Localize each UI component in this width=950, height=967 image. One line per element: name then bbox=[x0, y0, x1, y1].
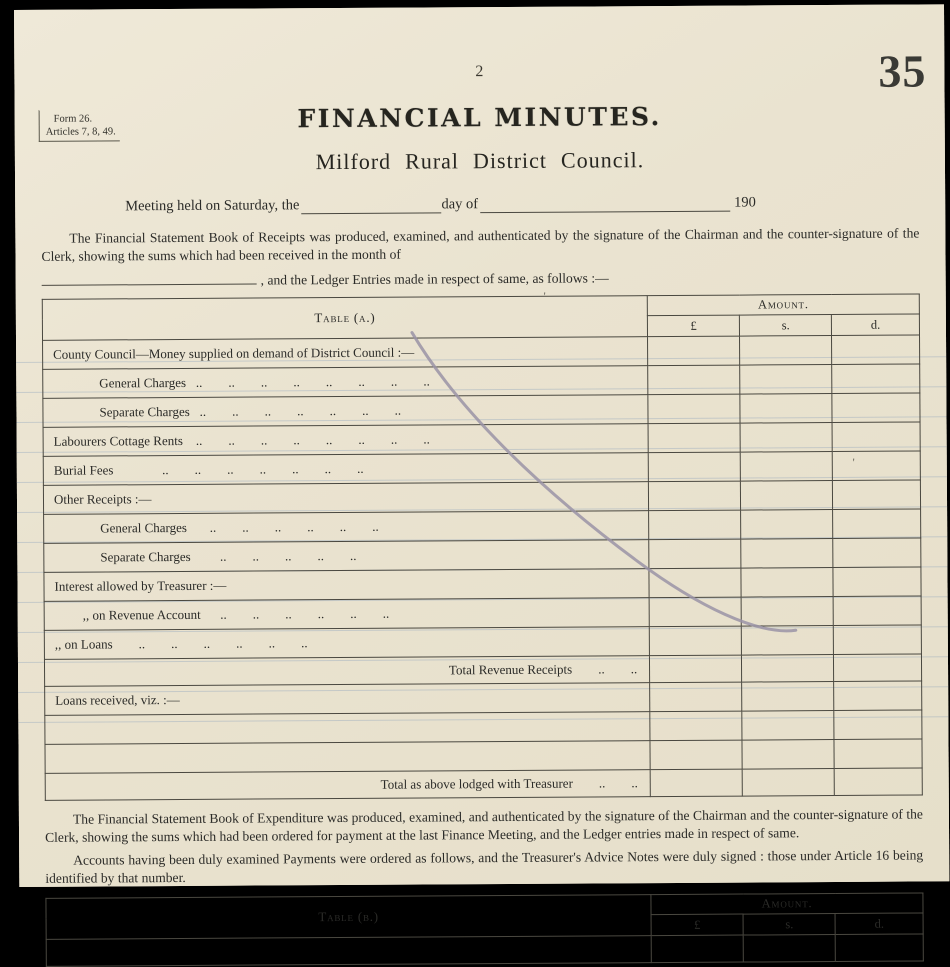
table-a-row-6: General Charges .. .. .. .. .. .. bbox=[44, 511, 649, 544]
table-a-cell-shillings-12[interactable] bbox=[742, 682, 834, 712]
ink-tick-mark: ' bbox=[852, 456, 855, 469]
table-a-cell-shillings-5[interactable] bbox=[741, 481, 833, 511]
table-b-amount-header bbox=[651, 893, 923, 915]
table-a-cell-pounds-8[interactable] bbox=[649, 568, 741, 598]
table-a-row-4: Burial Fees .. .. .. .. .. .. .. bbox=[43, 453, 648, 486]
table-a-cell-pence-10[interactable] bbox=[834, 625, 922, 655]
council-word-3: District bbox=[472, 147, 548, 174]
table-b-amount-header-text: Amount. bbox=[761, 896, 813, 911]
table-a-cell-shillings-8[interactable] bbox=[741, 568, 833, 598]
table-a-cell-pence-3[interactable] bbox=[832, 422, 920, 452]
table-a-cell-pounds-4[interactable] bbox=[648, 452, 740, 482]
table-a-cell-shillings-9[interactable] bbox=[741, 597, 833, 627]
folio-number: 35 bbox=[878, 45, 927, 97]
receipts-month-blank[interactable] bbox=[42, 271, 257, 285]
table-a-cell-pounds-14[interactable] bbox=[650, 740, 742, 770]
table-a-row-label-14[interactable] bbox=[45, 741, 650, 774]
table-a-total-lodged-pence[interactable] bbox=[834, 768, 922, 796]
table-b-cell-pounds-0[interactable] bbox=[651, 935, 743, 963]
table-a-cell-pounds-9[interactable] bbox=[649, 597, 741, 627]
meeting-day-blank[interactable] bbox=[301, 199, 441, 214]
table-a-cell-pence-14[interactable] bbox=[834, 739, 922, 769]
table-a-amount-header-text: Amount. bbox=[757, 297, 809, 312]
table-a-total-revenue-pence[interactable] bbox=[834, 654, 922, 682]
table-b-col-pence: d. bbox=[835, 913, 923, 935]
table-a-row-label-12: Loans received, viz. :— bbox=[45, 683, 650, 716]
table-a-caption-text: Table (a.) bbox=[314, 309, 376, 326]
table-a-row-3: Labourers Cottage Rents .. .. .. .. .. .. .. .. bbox=[43, 424, 648, 457]
page-number-top: 2 bbox=[475, 63, 484, 81]
table-a-cell-pounds-1[interactable] bbox=[648, 365, 740, 395]
table-a-cell-pounds-10[interactable] bbox=[649, 626, 741, 656]
table-a-amount-header bbox=[647, 294, 919, 316]
table-a-row-label-4: Burial Fees bbox=[53, 462, 114, 478]
table-a-cell-pence-13[interactable] bbox=[834, 710, 922, 740]
meeting-date-line bbox=[41, 193, 919, 215]
meeting-day-of-label: day of bbox=[441, 196, 479, 213]
table-a-cell-pounds-6[interactable] bbox=[649, 510, 741, 540]
table-a-row-11: Total Revenue Receipts .. .. bbox=[44, 656, 649, 687]
table-a-row-label-6: General Charges bbox=[100, 519, 187, 536]
table-a-row-label-15: Total as above lodged with Treasurer bbox=[380, 775, 573, 792]
table-a-cell-pounds-5[interactable] bbox=[649, 481, 741, 511]
table-a-cell-shillings-2[interactable] bbox=[740, 394, 832, 424]
table-b-cell-shillings-0[interactable] bbox=[743, 935, 835, 963]
table-a-row-label-3: Labourers Cottage Rents bbox=[53, 433, 183, 449]
table-a-row-label-7: Separate Charges bbox=[100, 548, 191, 565]
table-a-total-lodged-pounds[interactable] bbox=[650, 769, 742, 797]
table-a-row-label-9: ,, on Revenue Account bbox=[82, 606, 201, 623]
table-a-cell-shillings-1[interactable] bbox=[740, 365, 832, 395]
table-a-row-7: Separate Charges .. .. .. .. .. bbox=[44, 540, 649, 573]
form-reference-line2: Articles 7, 8, 49. bbox=[45, 126, 116, 138]
table-a-row-label-5: Other Receipts :— bbox=[43, 482, 648, 515]
ink-tick-mark: ' bbox=[543, 290, 546, 303]
table-a-total-lodged-shillings[interactable] bbox=[742, 769, 834, 797]
table-a-cell-shillings-14[interactable] bbox=[742, 740, 834, 770]
accounts-paragraph bbox=[45, 846, 923, 888]
table-a-row-label-2: Separate Charges bbox=[99, 403, 190, 420]
table-a-row-label-8: Interest allowed by Treasurer :— bbox=[44, 569, 649, 602]
table-a-cell-pence-1[interactable] bbox=[832, 364, 920, 394]
table-b-col-pounds: £ bbox=[651, 914, 743, 936]
table-a-row-label-11: Total Revenue Receipts bbox=[448, 661, 573, 678]
table-a-row-label-1: General Charges bbox=[99, 374, 187, 391]
table-a-col-pence: d. bbox=[832, 314, 920, 336]
table-b-cell-desc-0[interactable] bbox=[46, 936, 651, 967]
table-a-cell-shillings-6[interactable] bbox=[741, 510, 833, 540]
table-a-cell-shillings-3[interactable] bbox=[740, 423, 832, 453]
table-a-cell-shillings-0[interactable] bbox=[740, 336, 832, 366]
table-a-row-10: ,, on Loans .. .. .. .. .. .. bbox=[44, 627, 649, 660]
table-a-cell-pence-6[interactable] bbox=[833, 509, 921, 539]
table-a-cell-pence-2[interactable] bbox=[832, 393, 920, 423]
expenditure-paragraph bbox=[45, 805, 923, 847]
table-a-cell-pence-5[interactable] bbox=[833, 480, 921, 510]
table-a-cell-pence-12[interactable] bbox=[834, 681, 922, 711]
page-title: FINANCIAL MINUTES. bbox=[297, 102, 662, 134]
council-name bbox=[41, 145, 919, 176]
table-a-row-label-13[interactable] bbox=[45, 712, 650, 745]
table-row bbox=[45, 768, 922, 800]
receipts-paragraph-tail: , and the Ledger Entries made in respect of same, as follows :— bbox=[260, 270, 609, 288]
expenditure-paragraph-text: The Financial Statement Book of Expenditure was produced, examined, and authenticated by the signature of the Chairman and the counter-signature of the Clerk, showing the sums which had been ordered for payment at the last Finance Meeting, and the Ledger entries made in respect of same. bbox=[45, 806, 923, 846]
table-a bbox=[42, 294, 923, 801]
table-b-cell-pence-0[interactable] bbox=[835, 934, 923, 962]
accounts-paragraph-text: Accounts having been duly examined Payments were ordered as follows, and the Treasurer's Advice Notes were duly signed : those under Article 16 being identified by that number. bbox=[45, 847, 924, 886]
meeting-date-label: Meeting held on Saturday, the bbox=[125, 197, 300, 215]
table-a-row-9: ,, on Revenue Account .. .. .. .. .. .. bbox=[44, 598, 649, 631]
table-a-cell-pence-0[interactable] bbox=[832, 335, 920, 365]
table-a-cell-pence-4[interactable] bbox=[833, 451, 921, 481]
table-a-cell-pence-9[interactable] bbox=[833, 596, 921, 626]
meeting-year-label: 190 bbox=[734, 194, 756, 211]
table-row bbox=[46, 934, 923, 966]
receipts-paragraph-text: The Financial Statement Book of Receipts was produced, examined, and authenticated by the signature of the Chairman and the counter-signature of the Clerk, showing the sums which had been received in the month of bbox=[41, 225, 920, 265]
table-a-cell-shillings-13[interactable] bbox=[742, 711, 834, 741]
table-a-cell-pounds-3[interactable] bbox=[648, 423, 740, 453]
table-a-cell-pounds-12[interactable] bbox=[650, 682, 742, 712]
table-a-cell-pence-7[interactable] bbox=[833, 538, 921, 568]
table-a-cell-pounds-2[interactable] bbox=[648, 394, 740, 424]
table-a-cell-pounds-13[interactable] bbox=[650, 711, 742, 741]
table-a-cell-shillings-4[interactable] bbox=[740, 452, 832, 482]
document-page bbox=[14, 4, 949, 932]
meeting-month-blank[interactable] bbox=[480, 198, 730, 214]
table-a-total-revenue-shillings[interactable] bbox=[742, 655, 834, 683]
form-reference-line1: Form 26. bbox=[53, 113, 93, 125]
council-word-1: Milford bbox=[315, 148, 392, 175]
receipts-paragraph bbox=[41, 224, 919, 266]
table-a-cell-shillings-7[interactable] bbox=[741, 539, 833, 569]
table-a-row-1: General Charges .. .. .. .. .. .. .. .. bbox=[43, 366, 648, 399]
table-b-caption-text: Table (b.) bbox=[318, 909, 379, 925]
table-a-row-label-0: County Council—Money supplied on demand of District Council :— bbox=[43, 337, 648, 370]
table-b bbox=[45, 893, 923, 967]
table-a-cell-pounds-0[interactable] bbox=[648, 336, 740, 366]
council-word-4: Council. bbox=[560, 147, 645, 173]
table-a-cell-pence-8[interactable] bbox=[833, 567, 921, 597]
table-a-row-label-10: ,, on Loans bbox=[54, 636, 113, 652]
table-a-caption bbox=[42, 296, 647, 341]
table-a-col-pounds: £ bbox=[648, 315, 740, 337]
table-a-total-revenue-pounds[interactable] bbox=[650, 655, 742, 683]
table-a-row-2: Separate Charges .. .. .. .. .. .. .. bbox=[43, 395, 648, 428]
council-word-2: Rural bbox=[405, 148, 460, 174]
table-a-row-15: Total as above lodged with Treasurer .. .. bbox=[45, 770, 650, 801]
table-a-cell-shillings-10[interactable] bbox=[741, 626, 833, 656]
table-a-col-shillings: s. bbox=[740, 315, 832, 337]
table-a-cell-pounds-7[interactable] bbox=[649, 539, 741, 569]
table-b-caption bbox=[46, 895, 651, 940]
receipts-paragraph-tail-line bbox=[42, 267, 920, 291]
page-content bbox=[15, 100, 950, 967]
table-b-col-shillings: s. bbox=[743, 914, 835, 936]
